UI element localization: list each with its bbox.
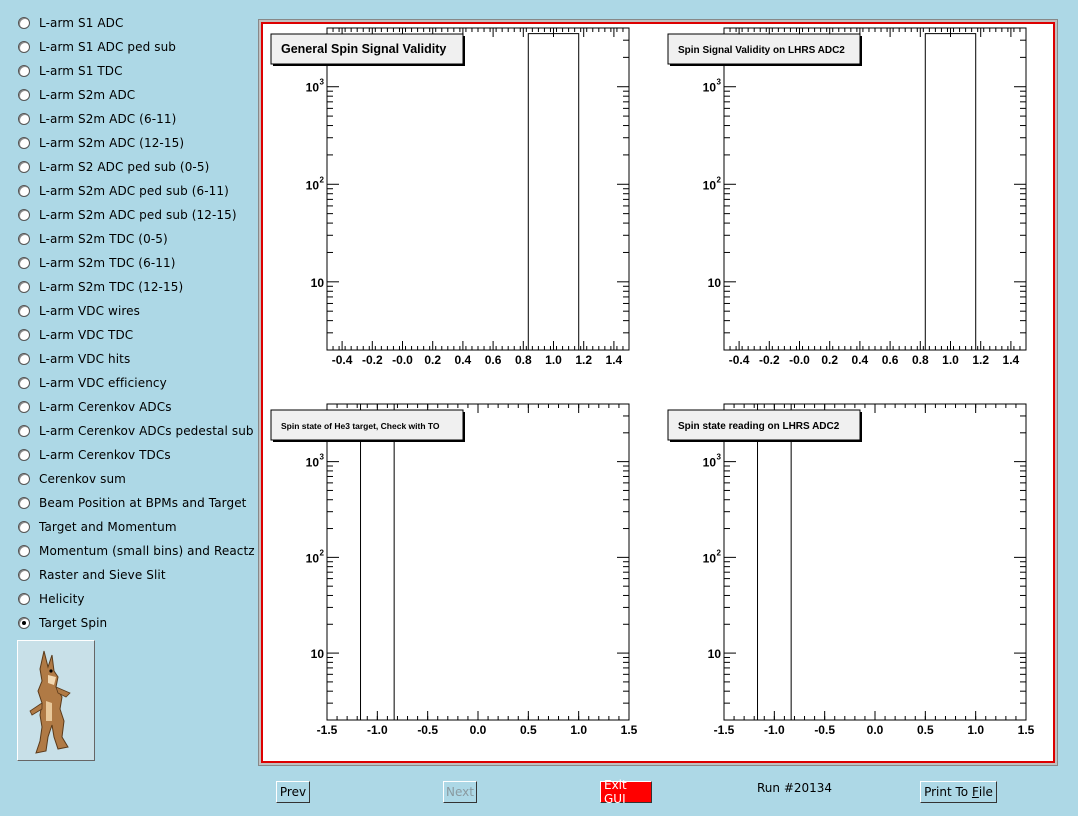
x-tick-label: 1.2 [972, 353, 990, 367]
radio-unchecked-icon[interactable] [18, 257, 30, 269]
radio-item-23[interactable] [18, 566, 166, 584]
radio-item-4[interactable] [18, 110, 176, 128]
x-tick-label: 0.8 [514, 353, 532, 367]
radio-label: L-arm S2 ADC ped sub (0-5) [39, 160, 210, 174]
histogram-panel-0 [271, 28, 629, 367]
print-to-file-button[interactable]: Print To F ile [920, 781, 997, 803]
x-tick-label: -1.0 [763, 723, 785, 737]
radio-unchecked-icon[interactable] [18, 569, 30, 581]
radio-label: L-arm S2m TDC (0-5) [39, 232, 168, 246]
radio-unchecked-icon[interactable] [18, 137, 30, 149]
histogram-panels [263, 24, 1053, 761]
histogram-panel-1 [668, 28, 1026, 367]
y-tick-exponent: 3 [716, 77, 721, 87]
y-tick-label: 10 [310, 647, 324, 662]
radio-unchecked-icon[interactable] [18, 17, 30, 29]
radio-label: L-arm VDC efficiency [39, 376, 167, 390]
x-tick-label: 1.5 [620, 723, 638, 737]
radio-unchecked-icon[interactable] [18, 425, 30, 437]
histogram-title: Spin state of He3 target, Check with TO [281, 421, 440, 431]
radio-label: L-arm S2m ADC ped sub (6-11) [39, 184, 229, 198]
radio-unchecked-icon[interactable] [18, 593, 30, 605]
plot-frame [724, 404, 1026, 720]
x-tick-label: -0.2 [758, 353, 780, 367]
radio-label: Beam Position at BPMs and Target [39, 496, 247, 510]
radio-label: Raster and Sieve Slit [39, 568, 166, 582]
x-tick-label: 1.0 [545, 353, 562, 367]
radio-label: L-arm S1 ADC ped sub [39, 40, 176, 54]
x-tick-label: 0.2 [424, 353, 442, 367]
radio-unchecked-icon[interactable] [18, 281, 30, 293]
x-tick-label: 1.2 [575, 353, 593, 367]
x-tick-label: -0.5 [417, 723, 439, 737]
radio-label: L-arm VDC hits [39, 352, 131, 366]
radio-unchecked-icon[interactable] [18, 305, 30, 317]
radio-unchecked-icon[interactable] [18, 329, 30, 341]
x-tick-label: 1.4 [1002, 353, 1020, 367]
coyote-icon [18, 641, 94, 760]
x-tick-label: 1.5 [1017, 723, 1035, 737]
y-tick-label: 10 [305, 455, 319, 470]
y-tick-label: 10 [702, 551, 716, 566]
radio-unchecked-icon[interactable] [18, 377, 30, 389]
radio-unchecked-icon[interactable] [18, 209, 30, 221]
radio-unchecked-icon[interactable] [18, 473, 30, 485]
radio-unchecked-icon[interactable] [18, 353, 30, 365]
radio-label: Target Spin [39, 616, 108, 630]
exit-gui-button[interactable]: Exit GUI [600, 781, 652, 803]
x-tick-label: 0.0 [866, 723, 884, 737]
radio-item-12[interactable] [18, 302, 140, 320]
radio-label: L-arm Cerenkov ADCs [39, 400, 172, 414]
y-tick-label: 10 [702, 178, 716, 193]
x-tick-label: -1.0 [366, 723, 388, 737]
radio-unchecked-icon[interactable] [18, 545, 30, 557]
radio-item-24[interactable] [18, 590, 85, 608]
radio-item-20[interactable] [18, 494, 247, 512]
radio-unchecked-icon[interactable] [18, 41, 30, 53]
y-tick-label: 10 [702, 80, 716, 95]
radio-item-8[interactable] [18, 206, 237, 224]
radio-item-17[interactable] [18, 422, 254, 440]
radio-item-2[interactable] [18, 62, 123, 80]
plot-canvas[interactable] [261, 22, 1055, 763]
radio-item-7[interactable] [18, 182, 229, 200]
x-tick-label: 1.0 [967, 723, 985, 737]
radio-item-11[interactable] [18, 278, 183, 296]
sidebar [0, 0, 255, 816]
radio-unchecked-icon[interactable] [18, 497, 30, 509]
y-tick-label: 10 [702, 455, 716, 470]
histogram-bin [925, 34, 975, 350]
radio-label: L-arm S2m ADC ped sub (12-15) [39, 208, 237, 222]
radio-unchecked-icon[interactable] [18, 521, 30, 533]
radio-label: L-arm S2m TDC (12-15) [39, 280, 184, 294]
x-tick-label: -0.4 [728, 353, 750, 367]
radio-checked-icon[interactable] [18, 617, 30, 629]
y-tick-label: 10 [707, 647, 721, 662]
radio-label: L-arm S2m ADC (6-11) [39, 112, 177, 126]
radio-item-0[interactable] [18, 14, 123, 32]
y-tick-exponent: 3 [319, 77, 324, 87]
radio-item-18[interactable] [18, 446, 171, 464]
radio-item-3[interactable] [18, 86, 135, 104]
radio-item-6[interactable] [18, 158, 209, 176]
radio-item-21[interactable] [18, 518, 177, 536]
radio-unchecked-icon[interactable] [18, 401, 30, 413]
plot-frame [327, 404, 629, 720]
histogram-bin [758, 404, 792, 720]
histogram-panel-3 [668, 404, 1035, 737]
x-tick-label: 0.4 [851, 353, 869, 367]
y-tick-exponent: 2 [716, 175, 721, 185]
radio-label: Momentum (small bins) and Reactz [39, 544, 255, 558]
x-tick-label: -0.4 [331, 353, 353, 367]
radio-label: L-arm S1 ADC [39, 16, 124, 30]
coyote-logo [17, 640, 95, 761]
histogram-bin [528, 34, 578, 350]
y-tick-exponent: 2 [319, 175, 324, 185]
radio-unchecked-icon[interactable] [18, 449, 30, 461]
run-number-label: Run #20134 [757, 781, 833, 795]
x-tick-label: 0.5 [916, 723, 934, 737]
y-tick-label: 10 [707, 275, 721, 290]
y-tick-exponent: 3 [716, 452, 721, 462]
x-tick-label: 1.0 [570, 723, 588, 737]
y-tick-exponent: 2 [319, 548, 324, 558]
plot-frame [724, 28, 1026, 350]
x-tick-label: -0.2 [361, 353, 383, 367]
radio-label: L-arm Cerenkov TDCs [39, 448, 171, 462]
x-tick-label: 0.5 [519, 723, 537, 737]
radio-item-1[interactable] [18, 38, 176, 56]
x-tick-label: -1.5 [316, 723, 338, 737]
radio-label: L-arm S2m TDC (6-11) [39, 256, 176, 270]
radio-unchecked-icon[interactable] [18, 185, 30, 197]
radio-item-25[interactable] [18, 614, 107, 632]
histogram-panel-2 [271, 404, 638, 737]
radio-item-5[interactable] [18, 134, 184, 152]
y-tick-label: 10 [305, 178, 319, 193]
histogram-title: Spin state reading on LHRS ADC2 [678, 421, 840, 432]
radio-item-10[interactable] [18, 254, 176, 272]
radio-label: L-arm VDC TDC [39, 328, 134, 342]
histogram-title: General Spin Signal Validity [281, 42, 447, 56]
radio-label: L-arm Cerenkov ADCs pedestal sub [39, 424, 254, 438]
radio-unchecked-icon[interactable] [18, 161, 30, 173]
y-tick-label: 10 [305, 551, 319, 566]
x-tick-label: -1.5 [713, 723, 735, 737]
y-tick-exponent: 2 [716, 548, 721, 558]
radio-item-19[interactable] [18, 470, 126, 488]
y-tick-label: 10 [310, 275, 324, 290]
x-tick-label: -0.0 [789, 353, 810, 367]
radio-item-14[interactable] [18, 350, 130, 368]
x-tick-label: -0.5 [814, 723, 836, 737]
radio-label: Helicity [39, 592, 85, 606]
histogram-bin [361, 404, 395, 720]
radio-label: L-arm S1 TDC [39, 64, 123, 78]
radio-label: L-arm S2m ADC [39, 88, 136, 102]
radio-unchecked-icon[interactable] [18, 65, 30, 77]
radio-item-22[interactable] [18, 542, 255, 560]
radio-unchecked-icon[interactable] [18, 233, 30, 245]
radio-unchecked-icon[interactable] [18, 113, 30, 125]
radio-label: L-arm VDC wires [39, 304, 140, 318]
radio-item-9[interactable] [18, 230, 168, 248]
x-tick-label: 0.0 [469, 723, 487, 737]
radio-item-15[interactable] [18, 374, 167, 392]
x-tick-label: 0.2 [821, 353, 839, 367]
x-tick-label: 0.6 [484, 353, 502, 367]
x-tick-label: 1.4 [605, 353, 623, 367]
x-tick-label: 0.8 [911, 353, 929, 367]
plot-frame [327, 28, 629, 350]
prev-button[interactable]: Prev [276, 781, 310, 803]
radio-label: Cerenkov sum [39, 472, 126, 486]
x-tick-label: 1.0 [942, 353, 959, 367]
x-tick-label: -0.0 [392, 353, 413, 367]
histogram-title: Spin Signal Validity on LHRS ADC2 [678, 45, 845, 56]
y-tick-exponent: 3 [319, 452, 324, 462]
radio-item-16[interactable] [18, 398, 172, 416]
next-button[interactable]: Next [443, 781, 477, 803]
radio-label: Target and Momentum [39, 520, 177, 534]
radio-item-13[interactable] [18, 326, 133, 344]
y-tick-label: 10 [305, 80, 319, 95]
radio-label: L-arm S2m ADC (12-15) [39, 136, 185, 150]
radio-unchecked-icon[interactable] [18, 89, 30, 101]
x-tick-label: 0.6 [881, 353, 899, 367]
x-tick-label: 0.4 [454, 353, 472, 367]
